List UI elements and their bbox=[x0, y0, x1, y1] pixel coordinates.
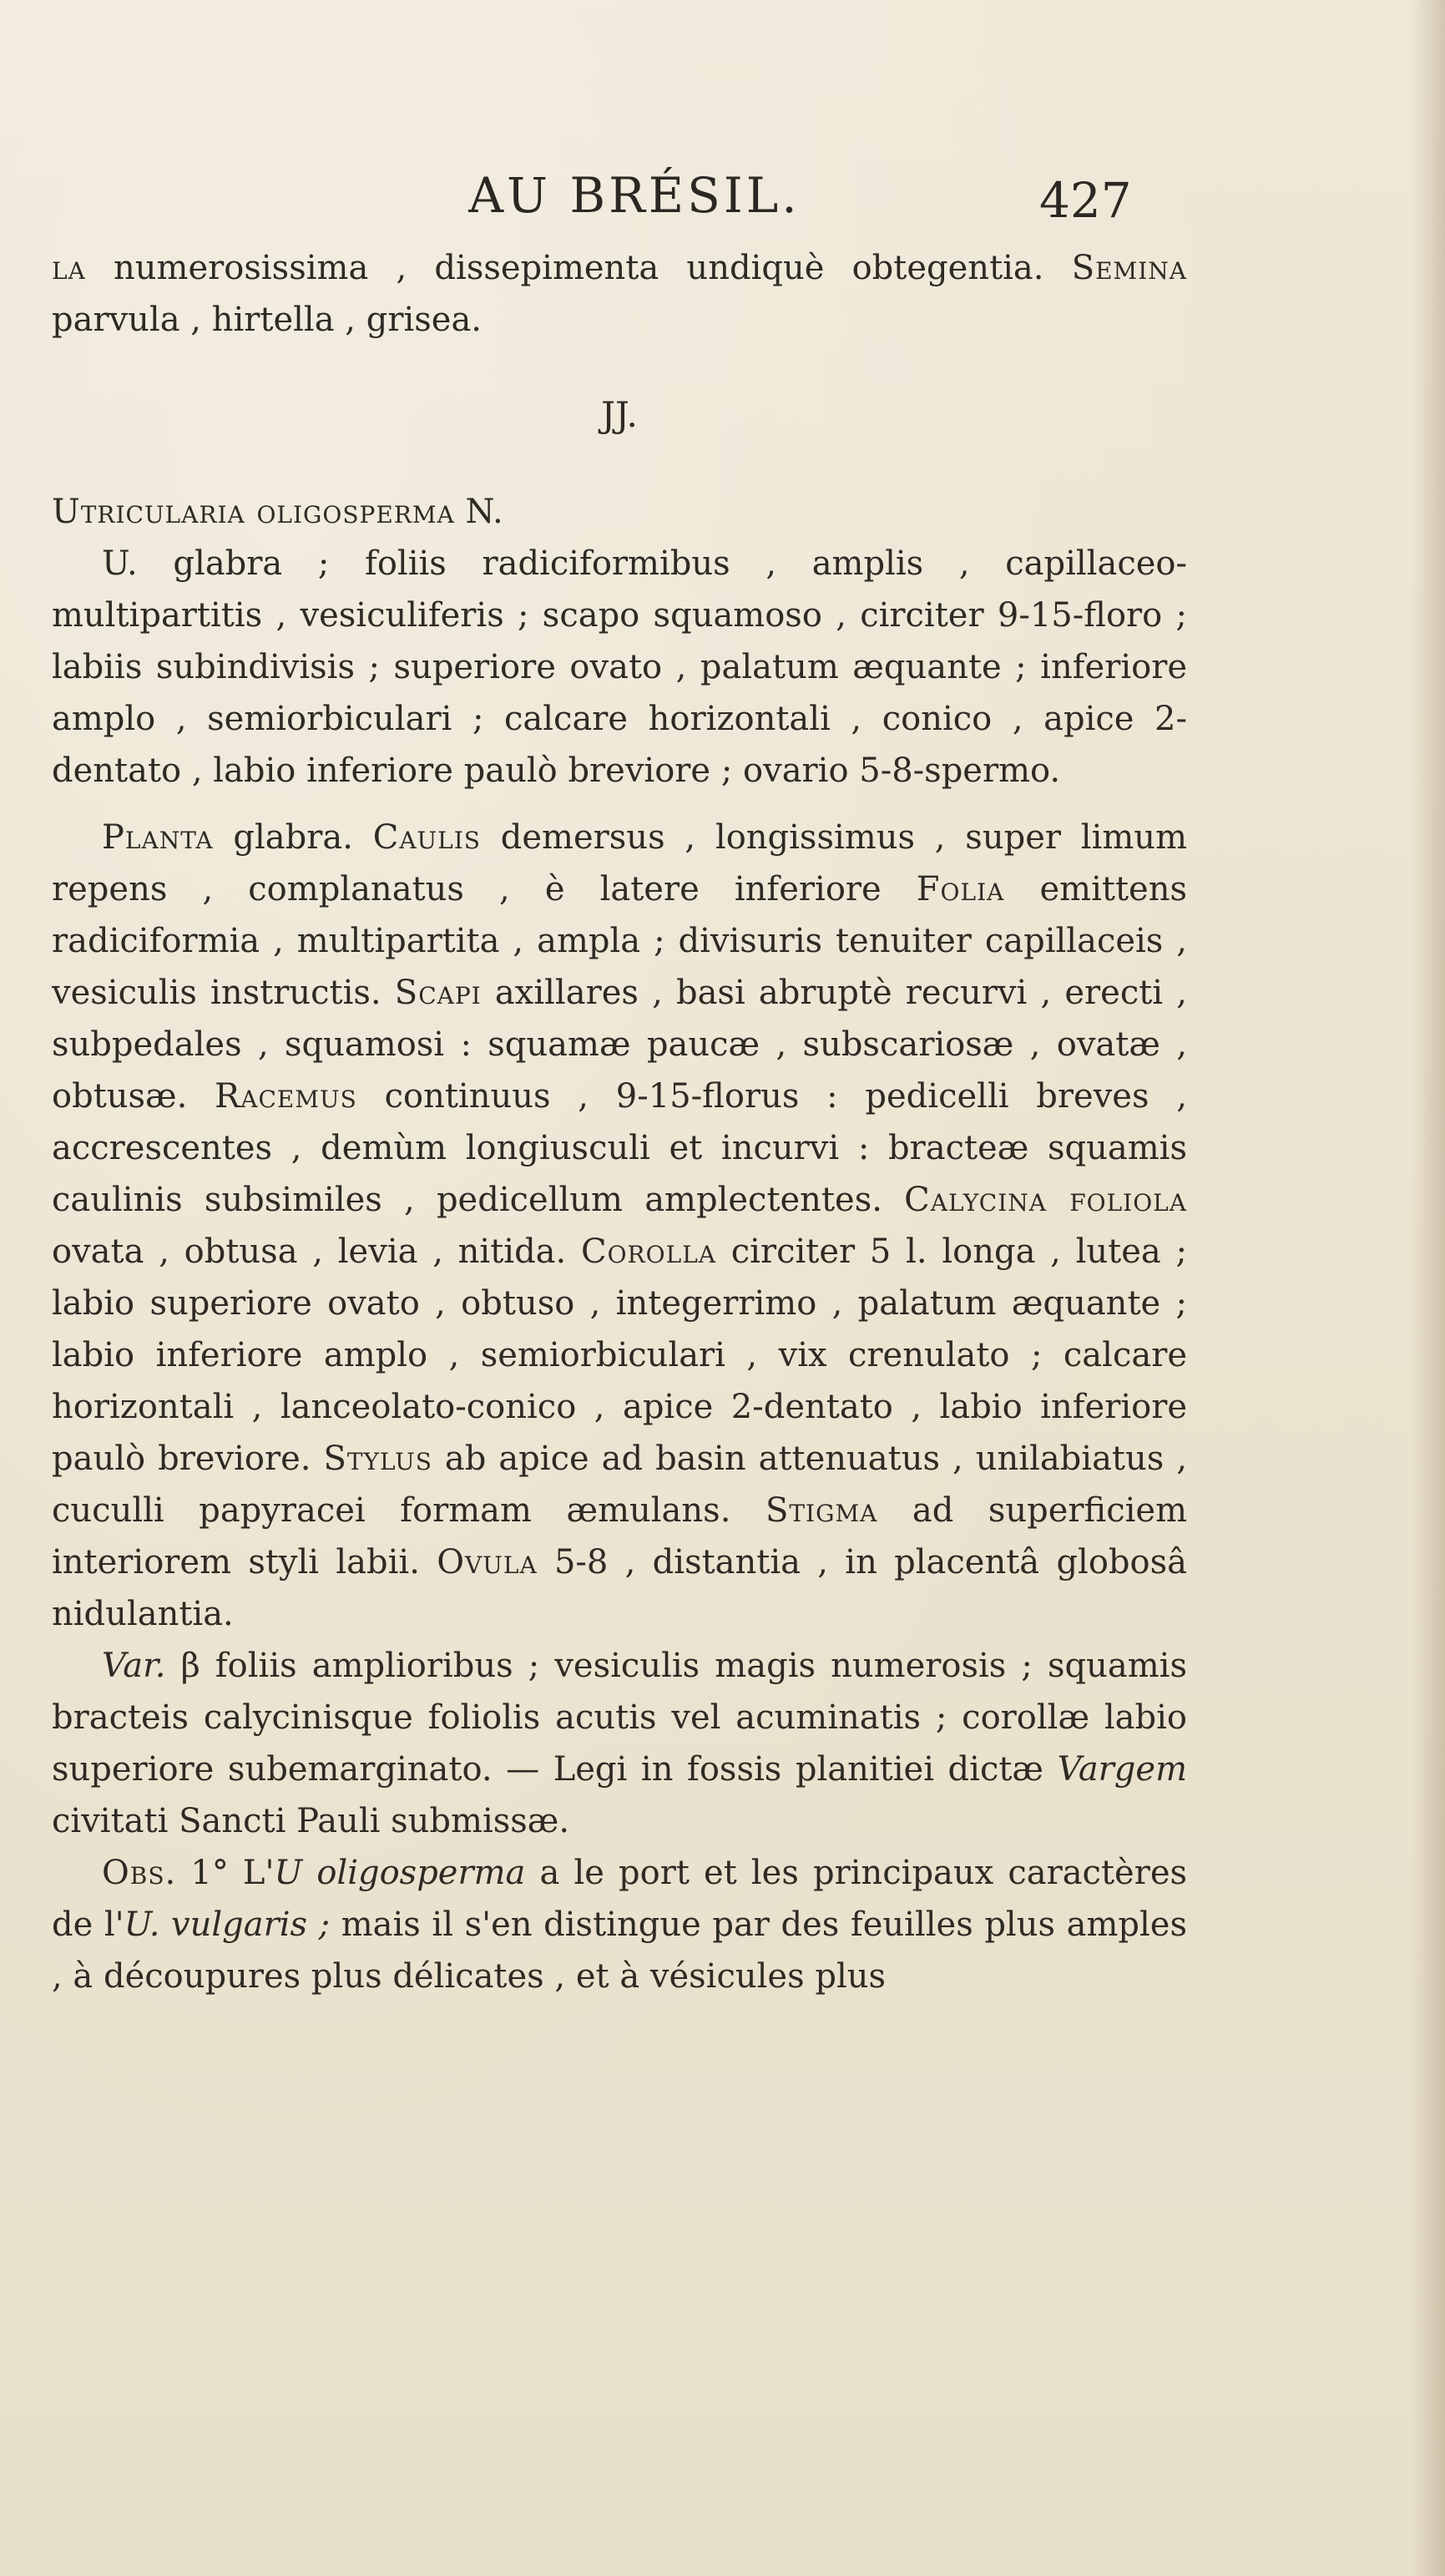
page-header bbox=[0, 167, 1445, 242]
species-heading bbox=[52, 486, 1187, 538]
observation-paragraph: Obs. 1° L'U oligosperma a le port et les principaux caractères de l'U. vulgaris ; mais il s'en distingue par des feuilles plus amples , à découpures plus délicates , et à vésicules plus bbox=[52, 1854, 1188, 1996]
description-paragraph: Planta glabra. Caulis demersus , longissimus , super limum repens , complanatus , è latere inferiore Folia emittens radiciformia , multipartita , ampla ; divisuris tenuiter capillaceis , vesiculis instructis. Scapi axillares , basi abruptè recurvi , erecti , subpedales , squamosi : squamæ paucæ , subscariosæ , ovatæ , obtusæ. Racemus continuus , 9-15-florus : pedicelli breves , accrescentes , demùm longiusculi et incurvi : bracteæ squamis caulinis subsimiles , pedicellum amplectentes. Calycina foliola ovata , obtusa , levia , nitida. Corolla circiter 5 l. longa , lutea ; labio superiore ovato , obtuso , integerrimo , palatum æquante ; labio inferiore amplo , semiorbiculari , vix crenulato ; calcare horizontali , lanceolato-conico , apice 2-dentato , labio inferiore paulò breviore. Stylus ab apice ad basin attenuatus , unilabiatus , cuculli papyracei formam æmulans. Stigma ad superficiem interiorem styli labii. Ovula 5-8 , distantia , in placentâ globosâ nidulantia. bbox=[52, 818, 1188, 1633]
page-number: 427 bbox=[1039, 172, 1132, 229]
variety-paragraph: Var. β foliis amplioribus ; vesiculis magis numerosis ; squamis bracteis calycinisque foliolis acutis vel acuminatis ; corollæ labio superiore subemarginato. — Legi in fossis planitiei dictæ Vargem civitati Sancti Pauli submissæ. bbox=[52, 1647, 1187, 1840]
page-edge-shadow bbox=[1412, 0, 1445, 2576]
page-body bbox=[52, 242, 1187, 2002]
section-number: JJ. bbox=[601, 394, 638, 435]
species-author: N. bbox=[454, 493, 503, 531]
running-title: AU BRÉSIL. bbox=[468, 167, 801, 224]
diagnosis-paragraph: U. glabra ; foliis radiciformibus , amplis , capillaceo-multipartitis , vesiculiferis ; scapo squamoso , circiter 9-15-floro ; labiis subindivisis ; superiore ovato , palatum æquante ; inferiore amplo , semiorbiculari ; calcare horizontali , conico , apice 2-dentato , labio inferiore paulò breviore ; ovario 5-8-spermo. bbox=[52, 544, 1187, 790]
species-name: Utricularia oligosperma bbox=[52, 493, 455, 531]
carryover-paragraph: la numerosissima , dissepimenta undiquè obtegentia. Semina parvula , hirtella , grisea. bbox=[52, 249, 1187, 339]
